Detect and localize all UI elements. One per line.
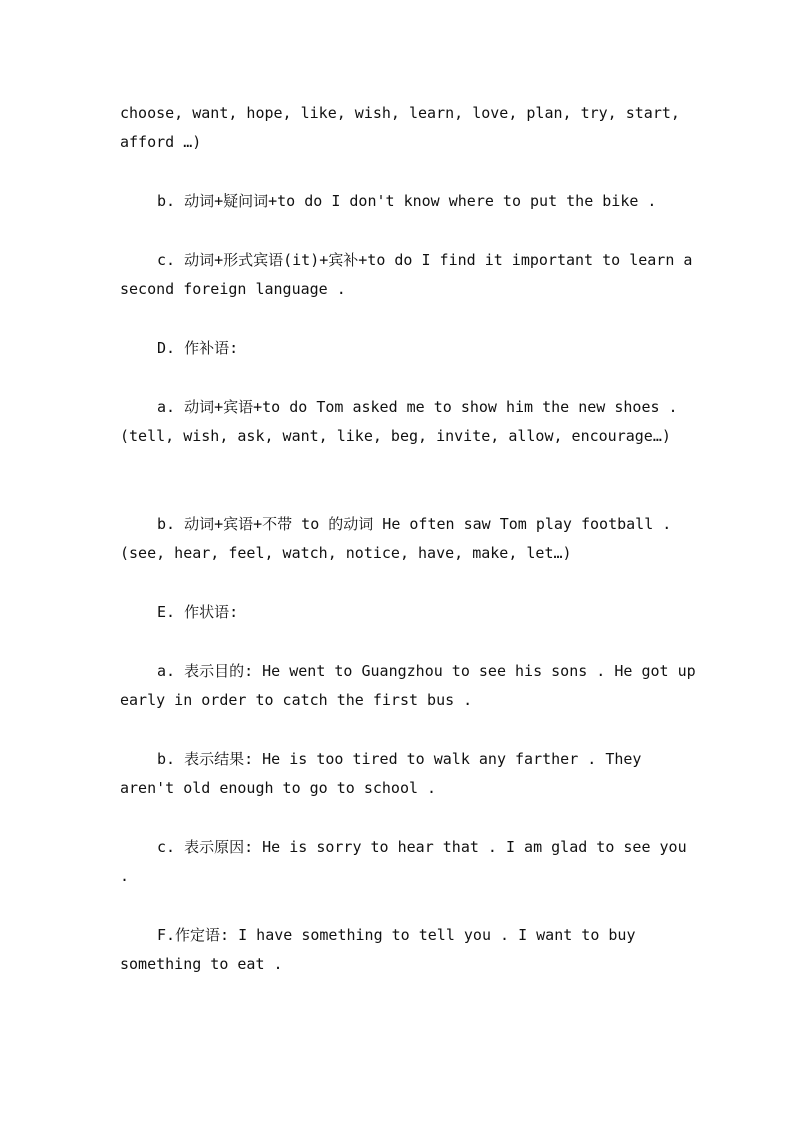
paragraph-purpose: a. 表示目的: He went to Guangzhou to see his sons . He got up early in order to catch the first bus .: [120, 662, 696, 709]
paragraph-reason: c. 表示原因: He is sorry to hear that . I am glad to see you .: [120, 838, 687, 885]
heading-adverbial: E. 作状语:: [157, 603, 239, 621]
heading-complement: D. 作补语:: [157, 339, 239, 357]
paragraph-result: b. 表示结果: He is too tired to walk any farther . They aren't old enough to go to school .: [120, 750, 642, 797]
paragraph-verb-question-word: b. 动词+疑问词+to do I don't know where to put the bike .: [157, 192, 657, 210]
paragraph-object-to-do: a. 动词+宾语+to do Tom asked me to show him the new shoes . (tell, wish, ask, want, like, beg, invite, allow, encourage…): [120, 398, 678, 445]
paragraph-object-bare-infinitive: b. 动词+宾语+不带 to 的动词 He often saw Tom play football .(see, hear, feel, watch, notice, have, make, let…): [120, 515, 672, 562]
paragraph-verb-list: choose, want, hope, like, wish, learn, love, plan, try, start, afford …): [120, 104, 680, 151]
paragraph-formal-object: c. 动词+形式宾语(it)+宾补+to do I find it important to learn a second foreign language .: [120, 251, 693, 298]
paragraph-attributive: F.作定语: I have something to tell you . I want to buy something to eat .: [120, 926, 636, 973]
